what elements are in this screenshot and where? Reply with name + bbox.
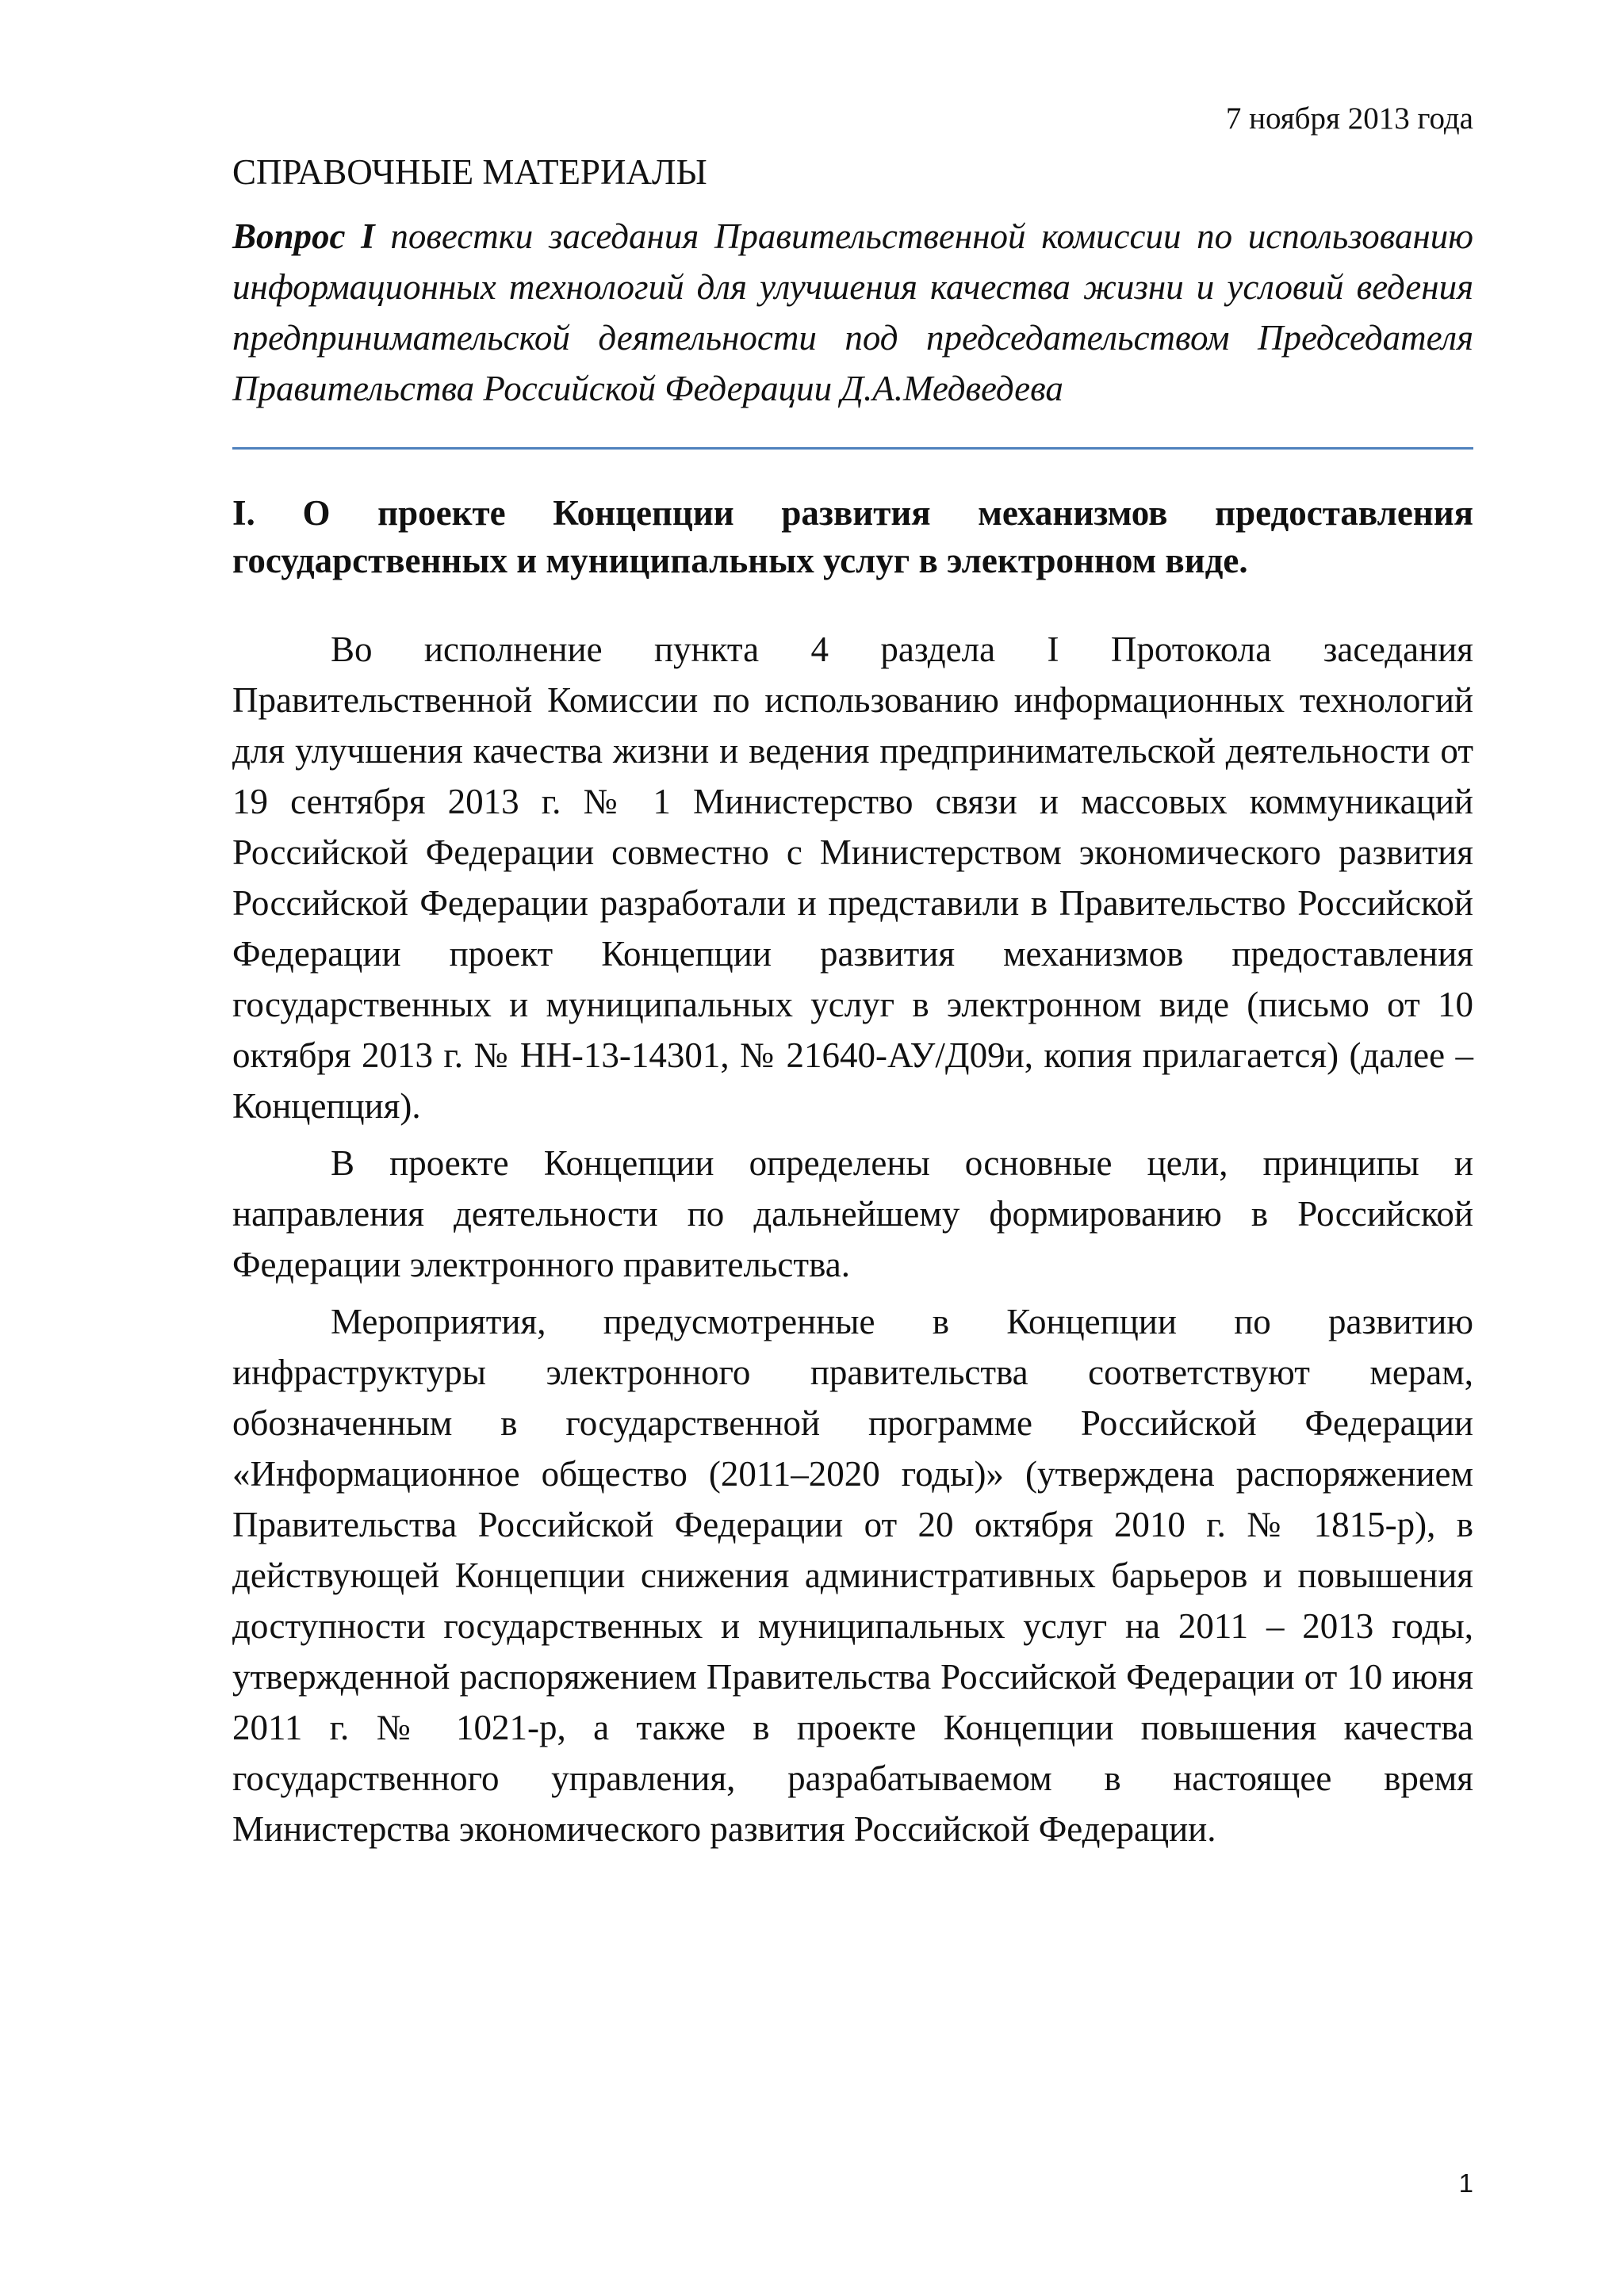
section-heading: I. О проекте Концепции развития механизмов предоставления государственных и муниципальных услуг в электронном виде. — [232, 493, 1473, 580]
agenda-item — [232, 211, 1473, 414]
agenda-lead: Вопрос I — [232, 216, 375, 256]
agenda-text: повестки заседания Правительственной комиссии по использованию информационных технологий для улучшения качества жизни и условий ведения предпринимательской деятельности под председательством Председателя Правительства Российской Федерации Д.А.Медведева — [232, 216, 1473, 408]
page-number: 1 — [1458, 2168, 1473, 2198]
document-date: 7 ноября 2013 года — [1225, 101, 1473, 136]
section-label: СПРАВОЧНЫЕ МАТЕРИАЛЫ — [232, 152, 707, 192]
body-paragraph: Во исполнение пункта 4 раздела I Протокола заседания Правительственной Комиссии по использованию информационных технологий для улучшения качества жизни и ведения предпринимательской деятельности от 19 сентября 2013 г. № 1 Министерство связи и массовых коммуникаций Российской Федерации совместно с Министерством экономического развития Российской Федерации разработали и представили в Правительство Российской Федерации проект Концепции развития механизмов предоставления государственных и муниципальных услуг в электронном виде (письмо от 10 октября 2013 г. № НН-13-14301, № 21640-АУ/Д09и, копия прилагается) (далее – Концепция). — [232, 629, 1473, 1126]
document-body — [232, 94, 1473, 1861]
body-paragraph: В проекте Концепции определены основные цели, принципы и направления деятельности по дальнейшему формированию в Российской Федерации электронного правительства. — [232, 1143, 1473, 1284]
horizontal-rule — [232, 447, 1473, 450]
body-paragraph: Мероприятия, предусмотренные в Концепции по развитию инфраструктуры электронного правительства соответствуют мерам, обозначенным в государственной программе Российской Федерации «Информационное общество (2011–2020 годы)» (утверждена распоряжением Правительства Российской Федерации от 20 октября 2010 г. № 1815-р), в действующей Концепции снижения административных барьеров и повышения доступности государственных и муниципальных услуг на 2011 – 2013 годы, утвержденной распоряжением Правительства Российской Федерации от 10 июня 2011 г. № 1021-р, а также в проекте Концепции повышения качества государственного управления, разрабатываемом в настоящее время Министерства экономического развития Российской Федерации. — [232, 1302, 1473, 1849]
